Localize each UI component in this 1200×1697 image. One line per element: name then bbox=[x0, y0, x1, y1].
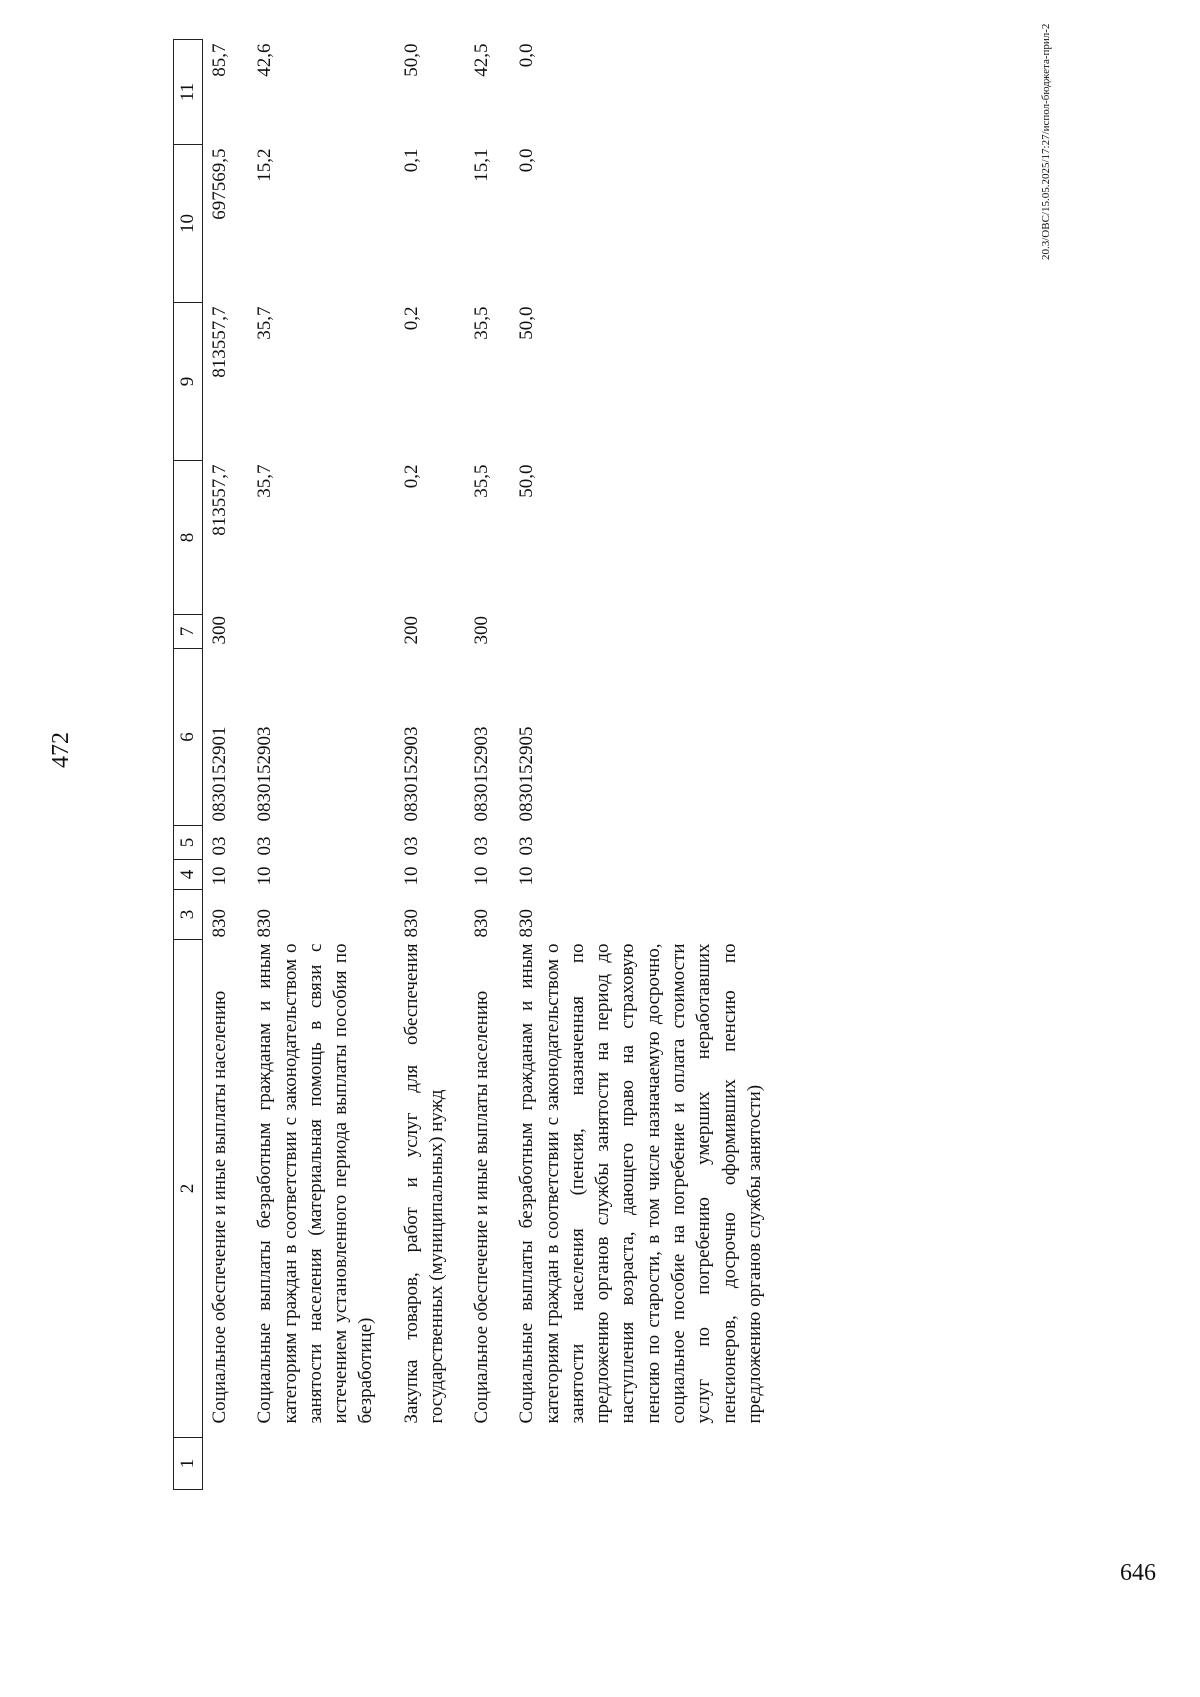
cell-ministry-code: 830 bbox=[254, 909, 276, 938]
cell-expense-name: Социальное обеспечение и иные выплаты населению bbox=[471, 990, 493, 1424]
rotated-sheet bbox=[28, 10, 1078, 1590]
cell-subsection: 03 bbox=[400, 836, 422, 856]
cell-executed: 15,2 bbox=[254, 148, 276, 182]
column-header-7: 7 bbox=[174, 615, 203, 649]
cell-approved-list: 35,5 bbox=[471, 306, 493, 340]
cell-expense-type: 200 bbox=[400, 616, 422, 645]
column-header-4: 4 bbox=[174, 860, 203, 890]
cell-expense-name: Социальные выплаты безработным гражданам и иным категориям граждан в соответствии с законодательством о занятости населения (пенсия, назначенная по предложению органов службы занятости на период до наступления возраста, дающего право на страховую пенсию по старости, в том числе назначаемую досрочно, социальное пособие на погребение и оплата стоимости услуг по погребению умерших неработавших пенсионеров, досрочно оформивших пенсию по предложению органов службы занятости) bbox=[516, 943, 765, 1424]
cell-col1 bbox=[395, 1438, 466, 1490]
cell-expense-type: 300 bbox=[209, 616, 230, 645]
column-header-9: 9 bbox=[174, 303, 203, 461]
cell-approved-list: 35,7 bbox=[254, 306, 276, 340]
cell-subsection: 03 bbox=[516, 836, 538, 856]
cell-percent: 85,7 bbox=[209, 43, 230, 77]
cell-section: 10 bbox=[209, 866, 230, 886]
cell-expense-name: Закупка товаров, работ и услуг для обеспечения государственных (муниципальных) нужд bbox=[400, 943, 447, 1424]
sheet-number: 646 bbox=[1120, 1560, 1156, 1586]
cell-col1 bbox=[203, 1438, 249, 1490]
cell-ministry-code: 830 bbox=[400, 909, 422, 938]
cell-target-article: 0830152901 bbox=[209, 726, 230, 822]
cell-executed: 697569,5 bbox=[209, 148, 230, 220]
cell-section: 10 bbox=[254, 866, 276, 886]
budget-table bbox=[173, 39, 783, 1490]
column-header-6: 6 bbox=[174, 649, 203, 826]
cell-target-article: 0830152905 bbox=[516, 726, 538, 822]
cell-col1 bbox=[248, 1438, 394, 1490]
cell-section: 10 bbox=[400, 866, 422, 886]
table-row bbox=[465, 40, 510, 1490]
cell-col1 bbox=[465, 1438, 510, 1490]
cell-ministry-code: 830 bbox=[471, 909, 493, 938]
column-header-10: 10 bbox=[174, 145, 203, 303]
column-header-11: 11 bbox=[174, 40, 203, 145]
cell-expense-type: 300 bbox=[471, 616, 493, 645]
cell-percent: 50,0 bbox=[400, 43, 422, 77]
cell-approved-law: 50,0 bbox=[516, 464, 538, 498]
cell-approved-list: 813557,7 bbox=[209, 306, 230, 378]
cell-percent: 0,0 bbox=[516, 43, 538, 68]
cell-expense-type bbox=[510, 615, 783, 649]
cell-target-article: 0830152903 bbox=[400, 726, 422, 822]
cell-executed: 0,1 bbox=[400, 148, 422, 173]
column-header-5: 5 bbox=[174, 826, 203, 860]
cell-approved-law: 35,5 bbox=[471, 464, 493, 498]
table-row bbox=[395, 40, 466, 1490]
cell-target-article: 0830152903 bbox=[254, 726, 276, 822]
cell-target-article: 0830152903 bbox=[471, 726, 493, 822]
cell-ministry-code: 830 bbox=[516, 909, 538, 938]
cell-section: 10 bbox=[516, 866, 538, 886]
table-row bbox=[203, 40, 249, 1490]
cell-executed: 15,1 bbox=[471, 148, 493, 182]
cell-approved-law: 35,7 bbox=[254, 464, 276, 498]
column-header-3: 3 bbox=[174, 890, 203, 940]
table-row bbox=[248, 40, 394, 1490]
cell-approved-list: 0,2 bbox=[400, 306, 422, 331]
table-header-row bbox=[174, 40, 203, 1490]
cell-expense-name: Социальные выплаты безработным гражданам и иным категориям граждан в соответствии с законодательством о занятости населения (материальная помощь в связи с истечением установленного периода выплаты пособия по безработице) bbox=[254, 943, 377, 1424]
cell-subsection: 03 bbox=[209, 836, 230, 856]
column-header-2: 2 bbox=[174, 940, 203, 1438]
cell-approved-list: 50,0 bbox=[516, 306, 538, 340]
column-header-1: 1 bbox=[174, 1438, 203, 1490]
cell-approved-law: 813557,7 bbox=[209, 464, 230, 536]
cell-expense-name: Социальное обеспечение и иные выплаты населению bbox=[209, 990, 230, 1424]
column-header-8: 8 bbox=[174, 461, 203, 615]
cell-expense-type bbox=[248, 615, 394, 649]
cell-percent: 42,6 bbox=[254, 43, 276, 77]
cell-section: 10 bbox=[471, 866, 493, 886]
cell-ministry-code: 830 bbox=[209, 909, 230, 938]
cell-executed: 0,0 bbox=[516, 148, 538, 173]
page-number: 472 bbox=[48, 732, 74, 768]
cell-subsection: 03 bbox=[254, 836, 276, 856]
cell-percent: 42,5 bbox=[471, 43, 493, 77]
cell-subsection: 03 bbox=[471, 836, 493, 856]
cell-approved-law: 0,2 bbox=[400, 464, 422, 489]
footer-file-code: 20.3/ОВС/15.05.2025/17:27/испол-бюджета-прил-2 bbox=[1040, 23, 1052, 260]
cell-col1 bbox=[510, 1438, 783, 1490]
table-row bbox=[510, 40, 783, 1490]
